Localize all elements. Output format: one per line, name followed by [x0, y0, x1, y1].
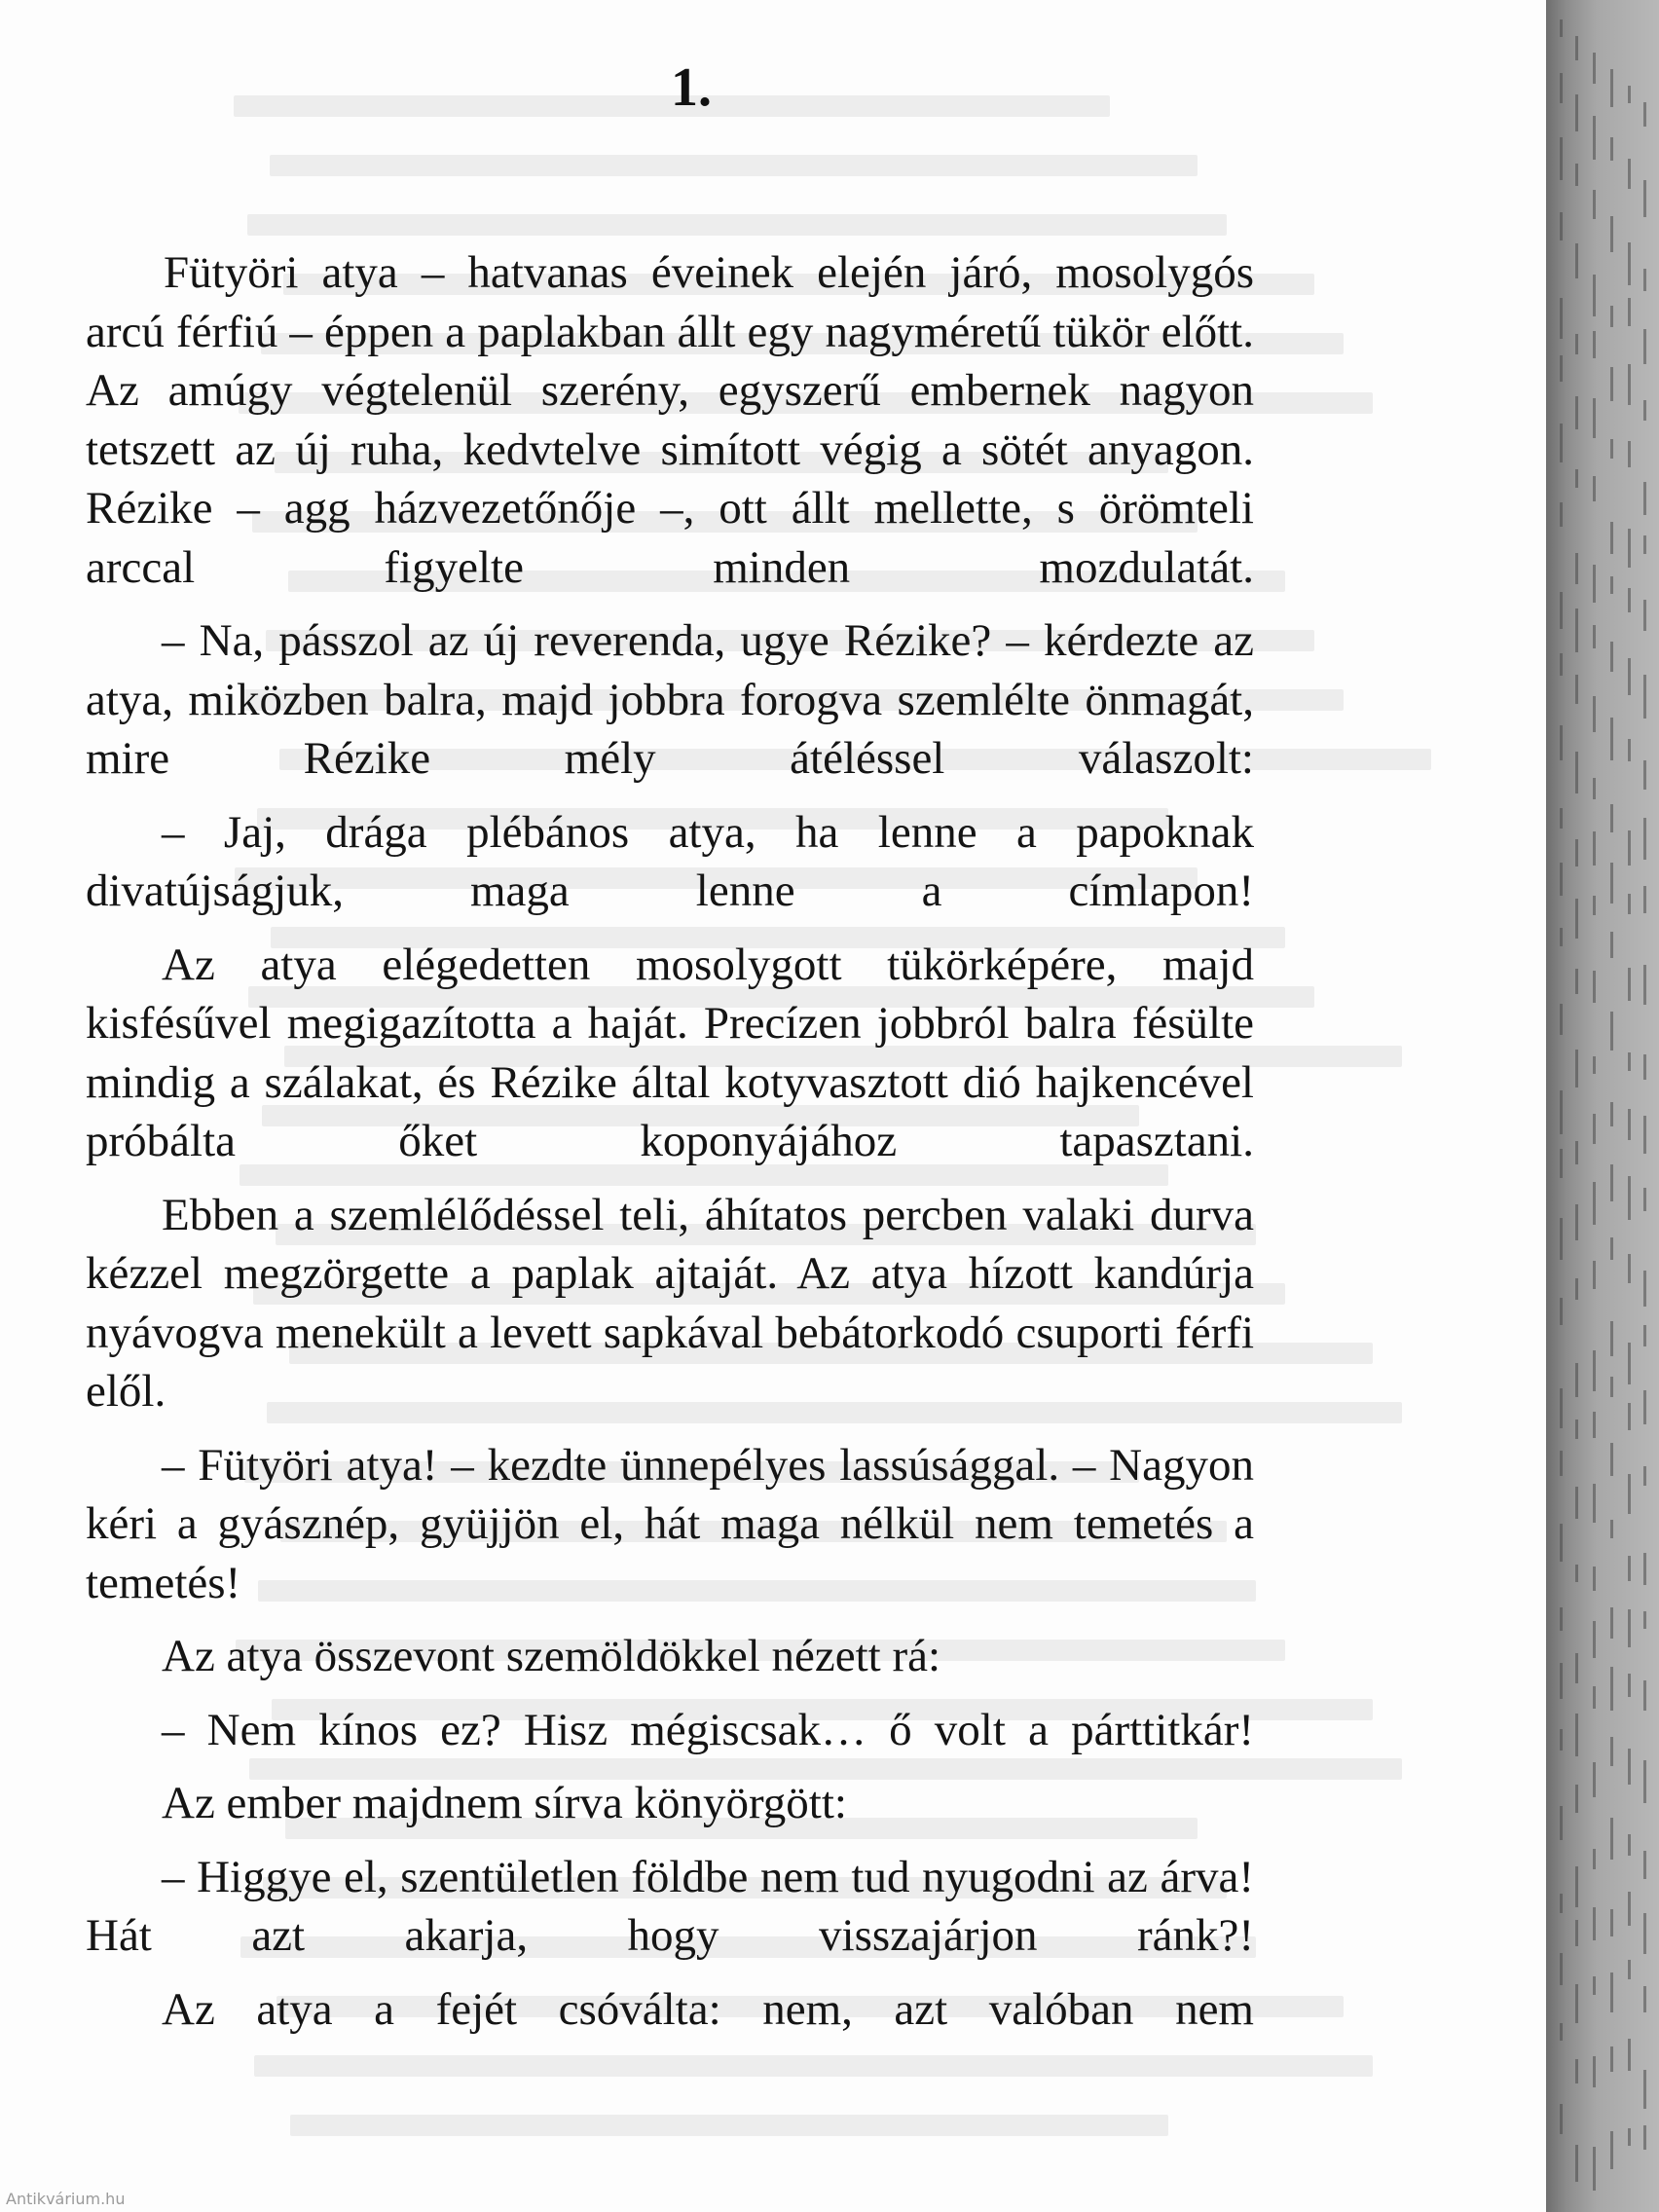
- edge-stroke: [1575, 1050, 1578, 1088]
- edge-stroke: [1560, 928, 1563, 946]
- edge-stroke: [1575, 1866, 1578, 1907]
- edge-stroke: [1593, 190, 1596, 219]
- paragraph: Az ember majdnem sírva könyörgött:: [162, 1778, 847, 1828]
- edge-stroke: [1560, 1451, 1563, 1476]
- edge-stroke: [1643, 1390, 1646, 1424]
- edge-stroke: [1610, 718, 1613, 760]
- edge-stroke: [1628, 86, 1631, 103]
- edge-stroke: [1610, 1520, 1613, 1538]
- edge-stroke: [1593, 275, 1596, 316]
- paragraph: – Higgye el, szentületlen földbe nem tud nyugodni az árva! Hát azt akarja, hogy visszajárjon ránk?!: [86, 1851, 1254, 1961]
- edge-stroke: [1628, 1960, 1631, 1979]
- edge-stroke: [1560, 1298, 1563, 1325]
- edge-stroke: [1593, 1114, 1596, 1144]
- edge-stroke: [1560, 1004, 1563, 1035]
- edge-stroke: [1628, 1052, 1631, 1071]
- edge-stroke: [1610, 1443, 1613, 1476]
- edge-stroke: [1610, 1377, 1613, 1397]
- edge-stroke: [1628, 830, 1631, 866]
- edge-stroke: [1560, 863, 1563, 896]
- edge-stroke: [1575, 469, 1578, 488]
- edge-stroke: [1593, 1621, 1596, 1658]
- edge-stroke: [1560, 1894, 1563, 1913]
- edge-stroke: [1593, 2147, 1596, 2191]
- edge-stroke: [1610, 1164, 1613, 1201]
- page-stack-edge: [1546, 0, 1659, 2212]
- watermark: Antikvárium.hu: [6, 2190, 126, 2208]
- edge-stroke: [1643, 102, 1646, 127]
- edge-stroke: [1575, 1487, 1578, 1519]
- edge-stroke: [1560, 424, 1563, 462]
- edge-stroke: [1575, 752, 1578, 793]
- edge-stroke: [1628, 658, 1631, 695]
- edge-stroke: [1560, 212, 1563, 240]
- edge-stroke: [1643, 886, 1646, 913]
- edge-stroke: [1628, 1892, 1631, 1926]
- edge-stroke: [1560, 1149, 1563, 1178]
- edge-stroke: [1628, 1674, 1631, 1697]
- paragraph: – Nem kínos ez? Hisz mégiscsak… ő volt a párttitkár!: [162, 1704, 1254, 1755]
- edge-stroke: [1610, 367, 1613, 401]
- edge-stroke: [1575, 553, 1578, 584]
- edge-stroke: [1610, 1972, 1613, 2012]
- show-through-line: [254, 2055, 1373, 2077]
- edge-stroke: [1593, 1484, 1596, 1523]
- edge-stroke: [1575, 1565, 1578, 1582]
- edge-stroke: [1628, 1609, 1631, 1647]
- edge-stroke: [1575, 1278, 1578, 1300]
- paragraph: Fütyöri atya – hatvanas éveinek elején járó, mosolygós arcú férfiú – éppen a paplakban állt egy nagyméretű tükör előtt. Az amúgy végtelenül szerény, egyszerű embernek nagyon tetszett az új ruha, kedvtelve simított végig a sötét anyagon. Rézike – agg házvezetőnője –, ott állt mellette, s örömteli arccal figyelte minden mozdulatát.: [86, 247, 1254, 593]
- show-through-line: [247, 214, 1227, 236]
- edge-stroke: [1643, 1188, 1646, 1211]
- edge-stroke: [1628, 1176, 1631, 1220]
- paragraph: – Jaj, drága plébános atya, ha lenne a papoknak divatújságjuk, maga lenne a címlapon!: [86, 806, 1254, 916]
- edge-stroke: [1628, 2039, 1631, 2071]
- edge-stroke: [1643, 1986, 1646, 2012]
- edge-stroke: [1593, 116, 1596, 160]
- edge-stroke: [1593, 1849, 1596, 1869]
- edge-stroke: [1628, 298, 1631, 326]
- edge-stroke: [1643, 1466, 1646, 1486]
- edge-stroke: [1628, 1343, 1631, 1384]
- edge-stroke: [1628, 529, 1631, 568]
- edge-stroke: [1575, 94, 1578, 131]
- edge-stroke: [1643, 400, 1646, 421]
- edge-stroke: [1560, 298, 1563, 339]
- edge-stroke: [1575, 1920, 1578, 1946]
- edge-stroke: [1593, 476, 1596, 501]
- edge-stroke: [1628, 1749, 1631, 1785]
- edge-stroke: [1628, 1403, 1631, 1430]
- edge-stroke: [1610, 1237, 1613, 1260]
- edge-stroke: [1593, 1686, 1596, 1709]
- edge-stroke: [1643, 675, 1646, 719]
- edge-stroke: [1628, 1556, 1631, 1581]
- edge-stroke: [1643, 1611, 1646, 1629]
- edge-stroke: [1575, 164, 1578, 186]
- edge-stroke: [1593, 778, 1596, 799]
- paragraph: – Fütyöri atya! – kezdte ünnepélyes lassúsággal. – Nagyon kéri a gyásznép, gyüjjön el, hát maga nélkül nem temetés a temetés!: [86, 1439, 1254, 1608]
- edge-stroke: [1610, 137, 1613, 161]
- edge-stroke: [1643, 535, 1646, 554]
- show-through-line: [270, 155, 1198, 176]
- edge-stroke: [1610, 2046, 1613, 2072]
- edge-stroke: [1610, 1321, 1613, 1356]
- edge-stroke: [1593, 896, 1596, 915]
- edge-stroke: [1575, 969, 1578, 994]
- edge-stroke: [1593, 1261, 1596, 1289]
- edge-stroke: [1643, 482, 1646, 515]
- edge-stroke: [1643, 1680, 1646, 1711]
- edge-stroke: [1560, 1953, 1563, 1985]
- edge-stroke: [1593, 625, 1596, 648]
- edge-stroke: [1628, 1254, 1631, 1283]
- paragraph: Az atya összevont szemöldökkel nézett rá:: [162, 1631, 941, 1681]
- edge-stroke: [1560, 1663, 1563, 1699]
- edge-stroke: [1575, 1785, 1578, 1813]
- edge-stroke: [1628, 159, 1631, 189]
- edge-stroke: [1610, 804, 1613, 832]
- edge-stroke: [1560, 73, 1563, 103]
- edge-stroke: [1628, 1109, 1631, 1140]
- edge-stroke: [1610, 1607, 1613, 1639]
- edge-stroke: [1643, 1325, 1646, 1346]
- edge-stroke: [1560, 808, 1563, 829]
- edge-stroke: [1643, 760, 1646, 790]
- chapter-number: 1.: [671, 57, 712, 118]
- edge-stroke: [1575, 36, 1578, 60]
- edge-stroke: [1575, 1419, 1578, 1439]
- edge-stroke: [1593, 1182, 1596, 1225]
- edge-stroke: [1610, 576, 1613, 594]
- edge-stroke: [1610, 2131, 1613, 2169]
- edge-stroke: [1593, 565, 1596, 603]
- edge-stroke: [1610, 1012, 1613, 1051]
- edge-stroke: [1575, 1363, 1578, 1397]
- edge-stroke: [1560, 502, 1563, 527]
- edge-stroke: [1643, 1760, 1646, 1803]
- edge-stroke: [1628, 894, 1631, 914]
- edge-stroke: [1643, 1553, 1646, 1585]
- paragraph: Az atya a fejét csóválta: nem, azt valóban nem: [162, 1983, 1254, 2035]
- edge-stroke: [1560, 725, 1563, 760]
- edge-stroke: [1643, 818, 1646, 860]
- edge-stroke: [1610, 1102, 1613, 1126]
- edge-stroke: [1643, 2070, 1646, 2109]
- edge-stroke: [1610, 1909, 1613, 1936]
- edge-stroke: [1575, 2145, 1578, 2182]
- edge-stroke: [1593, 331, 1596, 358]
- edge-stroke: [1575, 899, 1578, 939]
- edge-stroke: [1575, 1714, 1578, 1756]
- edge-stroke: [1610, 932, 1613, 958]
- edge-stroke: [1560, 2023, 1563, 2041]
- edge-stroke: [1560, 1388, 1563, 1428]
- edge-stroke: [1593, 831, 1596, 866]
- edge-stroke: [1560, 592, 1563, 629]
- edge-stroke: [1560, 1607, 1563, 1631]
- edge-stroke: [1628, 739, 1631, 761]
- edge-stroke: [1560, 1806, 1563, 1840]
- edge-stroke: [1628, 968, 1631, 1001]
- edge-stroke: [1643, 269, 1646, 291]
- chapter-body: [86, 243, 1254, 2039]
- edge-stroke: [1575, 608, 1578, 652]
- edge-stroke: [1593, 1567, 1596, 1591]
- edge-stroke: [1593, 1056, 1596, 1074]
- edge-stroke: [1560, 19, 1563, 37]
- edge-stroke: [1610, 1737, 1613, 1766]
- edge-stroke: [1610, 216, 1613, 252]
- edge-stroke: [1560, 1729, 1563, 1751]
- edge-stroke: [1643, 965, 1646, 1005]
- edge-stroke: [1560, 1218, 1563, 1260]
- edge-stroke: [1560, 653, 1563, 676]
- edge-stroke: [1628, 588, 1631, 612]
- show-through-line: [290, 2115, 1168, 2136]
- edge-stroke: [1643, 2125, 1646, 2150]
- paragraph: Az atya elégedetten mosolygott tükörképére, majd kisfésűvel megigazította a haját. Precízen jobbról balra fésülte mindig a szálakat, és Rézike által kotyvasztott dió hajkencével próbálta őket koponyájához tapasztani.: [86, 939, 1254, 1166]
- edge-stroke: [1593, 398, 1596, 438]
- edge-stroke: [1560, 1090, 1563, 1134]
- edge-stroke: [1643, 1271, 1646, 1307]
- edge-stroke: [1628, 441, 1631, 467]
- edge-stroke: [1575, 839, 1578, 866]
- edge-stroke: [1593, 53, 1596, 84]
- edge-stroke: [1593, 1412, 1596, 1438]
- paragraph: – Na, pásszol az új reverenda, ugye Rézike? – kérdezte az atya, miközben balra, majd jobbra forogva szemlélte önmagát, mire Rézike mély átéléssel válaszolt:: [86, 615, 1254, 784]
- edge-stroke: [1560, 1524, 1563, 1562]
- edge-stroke: [1610, 863, 1613, 903]
- edge-stroke: [1575, 675, 1578, 704]
- edge-stroke: [1610, 69, 1613, 107]
- paragraph: Ebben a szemlélődéssel teli, áhítatos percben valaki durva kézzel megzörgette a paplak ajtaját. Az atya hízott kandúrja nyávogva menekült a levett sapkával bebátorkodó csuporti férfi elől.: [86, 1189, 1254, 1417]
- edge-stroke: [1575, 243, 1578, 278]
- edge-stroke: [1610, 1818, 1613, 1860]
- edge-stroke: [1560, 137, 1563, 180]
- edge-stroke: [1643, 329, 1646, 364]
- edge-stroke: [1643, 600, 1646, 631]
- edge-stroke: [1628, 242, 1631, 285]
- edge-stroke: [1643, 1851, 1646, 1879]
- edge-stroke: [1610, 439, 1613, 459]
- edge-stroke: [1575, 334, 1578, 354]
- edge-stroke: [1560, 355, 1563, 382]
- edge-stroke: [1643, 180, 1646, 217]
- edge-stroke: [1593, 971, 1596, 1003]
- edge-stroke: [1575, 1204, 1578, 1240]
- edge-stroke: [1643, 1116, 1646, 1154]
- edge-stroke: [1628, 2128, 1631, 2146]
- edge-stroke: [1575, 396, 1578, 429]
- edge-stroke: [1560, 2104, 1563, 2134]
- edge-stroke: [1593, 1907, 1596, 1940]
- edge-stroke: [1593, 1350, 1596, 1391]
- edge-stroke: [1610, 522, 1613, 554]
- edge-stroke: [1643, 1913, 1646, 1954]
- edge-stroke: [1593, 696, 1596, 732]
- edge-stroke: [1610, 1667, 1613, 1711]
- edge-stroke: [1593, 1762, 1596, 1797]
- edge-stroke: [1628, 1834, 1631, 1856]
- edge-stroke: [1575, 1141, 1578, 1164]
- edge-stroke: [1643, 1054, 1646, 1080]
- edge-stroke: [1575, 1653, 1578, 1683]
- edge-stroke: [1575, 1984, 1578, 2023]
- edge-stroke: [1610, 306, 1613, 327]
- edge-stroke: [1610, 642, 1613, 672]
- edge-stroke: [1593, 1976, 1596, 1995]
- edge-stroke: [1628, 364, 1631, 405]
- edge-stroke: [1575, 2059, 1578, 2083]
- edge-stroke: [1593, 2056, 1596, 2087]
- edge-stroke: [1628, 1474, 1631, 1514]
